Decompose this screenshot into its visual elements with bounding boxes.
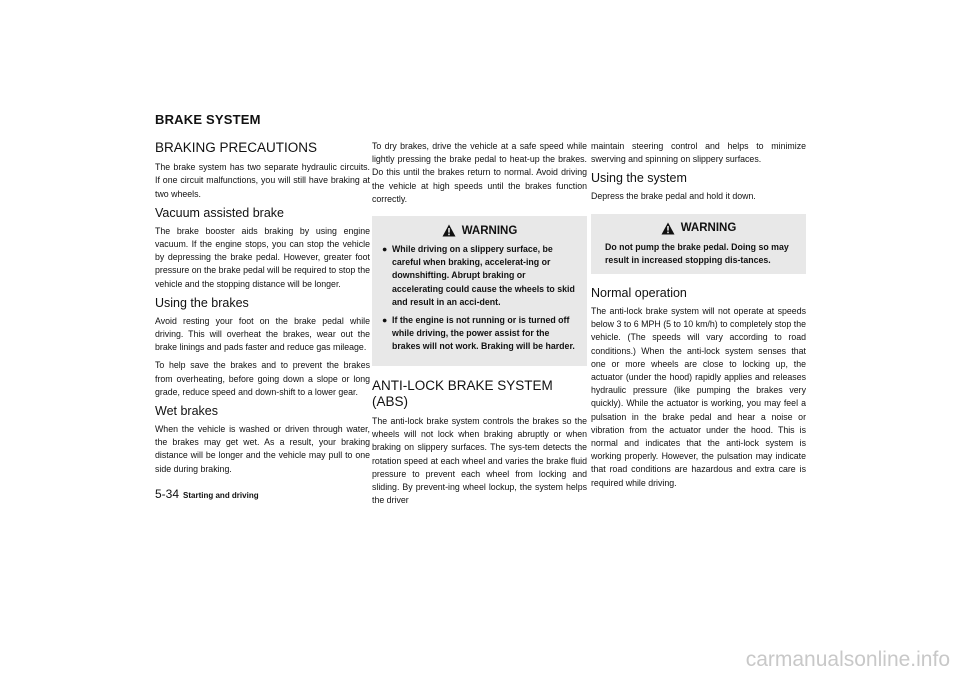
column-1 — [155, 140, 370, 481]
page-number: 5-34 — [155, 487, 180, 501]
paragraph: maintain steering control and helps to minimize swerving and spinning on slippery surfaces. — [591, 141, 806, 165]
warning-triangle-icon — [661, 222, 675, 235]
paragraph: The anti-lock brake system will not operate at speeds below 3 to 6 MPH (5 to 10 km/h) to completely stop the vehicle. (The speeds will vary according to road conditions.) When the anti-lock system senses that one or more wheels are close to locking up, the actuator (under the hood) rapidly applies and releases hydraulic pressure (like pumping the brakes very quickly). While the actuator is working, you may feel a pulsation in the brake pedal and hear a noise or vibration from the actuator under the hood. This is normal and indicates that the anti-lock system is working properly. However, the pulsation may indicate that road conditions are hazardous and extra care is required while driving. — [591, 306, 806, 488]
chapter-title: Starting and driving — [183, 491, 259, 500]
warning-box — [591, 214, 806, 274]
normal-operation-heading: Normal operation — [591, 286, 687, 301]
paragraph: To help save the brakes and to prevent the brakes from overheating, before going down a slope or long grade, reduce speed and down-shift to a lower gear. — [155, 360, 370, 397]
paragraph: Depress the brake pedal and hold it down. — [591, 191, 756, 202]
warning-item — [380, 314, 579, 354]
warning-triangle-icon — [442, 224, 456, 237]
warning-list — [380, 243, 579, 354]
watermark: carmanualsonline.info — [745, 648, 950, 671]
warning-item — [380, 243, 579, 309]
column-2 — [372, 140, 587, 512]
warning-header — [599, 222, 798, 235]
warning-item-text: While driving on a slippery surface, be careful when braking, accelerat-ing or downshifting. Abrupt braking or accelerating could cause the wheels to skid and result in an acci-dent. — [392, 244, 575, 307]
warning-header — [380, 224, 579, 237]
warning-text: Do not pump the brake pedal. Doing so may result in increased stopping dis-tances. — [605, 241, 789, 265]
warning-box — [372, 216, 587, 366]
vacuum-assisted-brake-heading: Vacuum assisted brake — [155, 205, 284, 220]
using-the-system-heading: Using the system — [591, 171, 687, 186]
bullet: ● — [382, 315, 388, 326]
page-footer — [155, 487, 259, 501]
section-title: BRAKE SYSTEM — [155, 112, 261, 127]
braking-precautions-heading: BRAKING PRECAUTIONS — [155, 140, 318, 155]
paragraph: To dry brakes, drive the vehicle at a safe speed while lightly pressing the brake pedal to heat-up the brakes. Do this until the brakes return to normal. Avoid driving the vehicle at high speeds until the brakes function correctly. — [372, 141, 587, 204]
paragraph: The brake booster aids braking by using engine vacuum. If the engine stops, you can stop the vehicle by depressing the brake pedal. However, greater foot pressure on the brake pedal will be required to stop the vehicle and the stopping distance will be longer. — [155, 225, 370, 289]
paragraph: Avoid resting your foot on the brake pedal while driving. This will overheat the brakes, wear out the brake linings and pads faster and reduce gas mileage. — [155, 315, 370, 353]
paragraph: The brake system has two separate hydraulic circuits. If one circuit malfunctions, you will still have braking at two wheels. — [155, 162, 370, 199]
using-the-brakes-heading: Using the brakes — [155, 295, 249, 310]
warning-title: WARNING — [461, 224, 518, 237]
wet-brakes-heading: Wet brakes — [155, 404, 218, 419]
warning-item-text: If the engine is not running or is turned off while driving, the power assist for the brakes will not work. Braking will be harder. — [392, 315, 575, 352]
warning-title: WARNING — [680, 222, 737, 235]
abs-heading: ANTI-LOCK BRAKE SYSTEM (ABS) — [372, 377, 553, 409]
column-3 — [591, 140, 806, 495]
paragraph: When the vehicle is washed or driven through water, the brakes may get wet. As a result, your braking distance will be longer and the vehicle may pull to one side during braking. — [155, 424, 370, 474]
paragraph: The anti-lock brake system controls the brakes so the wheels will not lock when braking abruptly or when braking on slippery surfaces. The sys-tem detects the rotation speed at each wheel and varies the brake fluid pressure to prevent each wheel from locking and sliding. By prevent-ing wheel lockup, the system helps the driver — [372, 416, 587, 506]
bullet: ● — [382, 244, 388, 255]
